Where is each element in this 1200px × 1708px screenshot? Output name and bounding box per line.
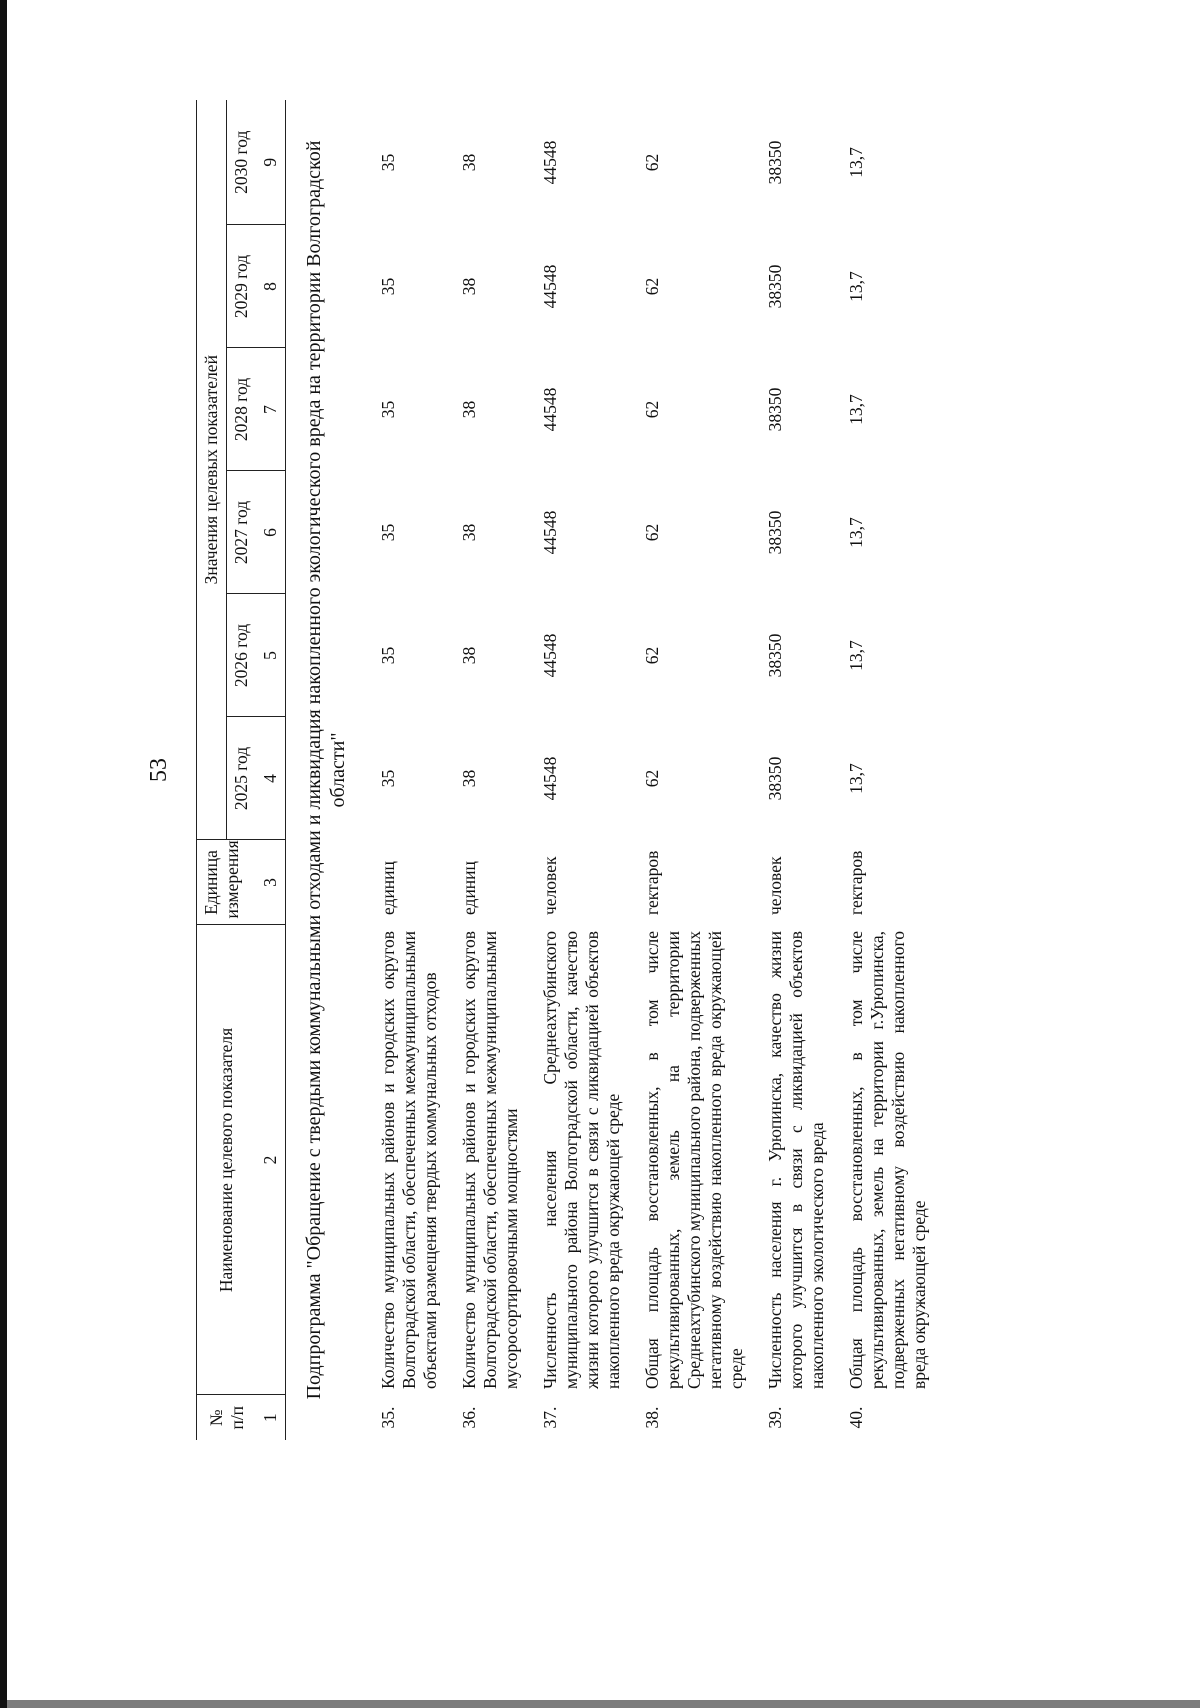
target-indicators-table xyxy=(196,100,934,1440)
indicator-unit: человек xyxy=(540,856,560,915)
header-year: 2026 год xyxy=(227,594,257,717)
row-number: 39. xyxy=(765,1406,785,1429)
indicator-name: Численность населения г. Урюпинска, качество жизни которого улучшится в связи с ликвидацией объектов накопленного экологического вреда xyxy=(765,931,827,1389)
indicator-value: 62 xyxy=(642,277,662,296)
indicator-unit: гектаров xyxy=(642,850,662,915)
indicator-value: 38 xyxy=(459,277,479,296)
indicator-value: 62 xyxy=(642,400,662,419)
indicator-value: 13,7 xyxy=(846,271,866,302)
indicator-value: 44548 xyxy=(540,633,560,678)
indicator-value: 13,7 xyxy=(846,394,866,425)
column-number: 6 xyxy=(256,471,286,594)
header-num: № п/п xyxy=(197,1395,257,1440)
row-number: 40. xyxy=(846,1406,866,1429)
indicator-value: 38350 xyxy=(765,510,785,555)
rotated-content xyxy=(146,100,1026,1440)
indicator-value: 13,7 xyxy=(846,517,866,548)
header-year: 2027 год xyxy=(227,471,257,594)
indicator-value: 44548 xyxy=(540,510,560,555)
indicator-value: 38350 xyxy=(765,140,785,185)
header-year: 2029 год xyxy=(227,225,257,348)
table-row xyxy=(628,100,751,1440)
table-row xyxy=(445,100,526,1440)
indicator-value: 38350 xyxy=(765,633,785,678)
row-number: 36. xyxy=(459,1406,479,1429)
column-number: 8 xyxy=(256,225,286,348)
indicator-value: 62 xyxy=(642,769,662,788)
indicator-value: 38 xyxy=(459,523,479,542)
indicator-value: 38350 xyxy=(765,756,785,801)
indicator-value: 44548 xyxy=(540,264,560,309)
indicator-value: 13,7 xyxy=(846,763,866,794)
page-number: 53 xyxy=(146,758,172,782)
indicator-value: 44548 xyxy=(540,387,560,432)
header-year: 2028 год xyxy=(227,348,257,471)
indicator-name: Количество муниципальных районов и городских округов Волгоградской области, обеспеченных межмуниципальными объектами размещения твердых коммунальных отходов xyxy=(378,931,440,1389)
table-row xyxy=(832,100,934,1440)
indicator-unit: единиц xyxy=(459,861,479,915)
indicator-unit: гектаров xyxy=(846,850,866,915)
indicator-value: 35 xyxy=(378,646,398,665)
indicator-value: 44548 xyxy=(540,756,560,801)
indicator-unit: единиц xyxy=(378,861,398,915)
indicator-value: 62 xyxy=(642,646,662,665)
scan-edge-bottom xyxy=(0,1700,1200,1708)
indicator-value: 35 xyxy=(378,277,398,296)
indicator-name: Количество муниципальных районов и городских округов Волгоградской области, обеспеченных межмуниципальными мусоросортировочными мощностями xyxy=(459,931,521,1389)
indicator-name: Общая площадь восстановленных, в том числе рекультивированных, земель на территории г.Урюпинска, подверженных негативному воздействию накопленного вреда окружающей среде xyxy=(846,931,929,1389)
indicator-value: 35 xyxy=(378,769,398,788)
column-number: 2 xyxy=(256,925,286,1395)
row-number: 38. xyxy=(642,1406,662,1429)
indicator-value: 38 xyxy=(459,153,479,172)
indicator-value: 35 xyxy=(378,523,398,542)
column-number: 7 xyxy=(256,348,286,471)
indicator-value: 38 xyxy=(459,769,479,788)
indicator-value: 62 xyxy=(642,153,662,172)
table-row xyxy=(751,100,832,1440)
indicator-value: 62 xyxy=(642,523,662,542)
row-number: 35. xyxy=(378,1406,398,1429)
indicator-value: 38 xyxy=(459,400,479,419)
indicator-value: 35 xyxy=(378,153,398,172)
scan-edge-left xyxy=(0,0,7,1708)
subprogram-title: Подпрограмма "Обращение с твердыми коммунальными отходами и ликвидация накопленного экологического вреда на территории Волгоградской области" xyxy=(303,140,349,1400)
indicator-unit: человек xyxy=(765,856,785,915)
indicator-value: 13,7 xyxy=(846,640,866,671)
column-number: 5 xyxy=(256,594,286,717)
column-number: 1 xyxy=(256,1395,286,1440)
header-values-group: Значения целевых показателей xyxy=(197,100,227,840)
table-row xyxy=(526,100,628,1440)
row-number: 37. xyxy=(540,1406,560,1429)
header-name: Наименование целевого показателя xyxy=(197,925,257,1395)
column-number: 3 xyxy=(256,840,286,925)
table-row xyxy=(364,100,445,1440)
indicator-name: Общая площадь восстановленных, в том числе рекультивированных, земель на территории Среднеахтубинского муниципального района, подверженных негативному воздействию накопленного вреда окружающей среде xyxy=(642,931,746,1389)
indicator-value: 38 xyxy=(459,646,479,665)
indicator-name: Численность населения Среднеахтубинского муниципального района Волгоградской области, качество жизни которого улучшится в связи с ликвидацией объектов накопленного вреда окружающей среде xyxy=(540,931,623,1389)
header-year: 2030 год xyxy=(227,100,257,225)
indicator-value: 35 xyxy=(378,400,398,419)
header-year: 2025 год xyxy=(227,717,257,840)
indicator-value: 44548 xyxy=(540,140,560,185)
indicator-value: 38350 xyxy=(765,387,785,432)
header-unit: Единица измерения xyxy=(197,840,257,925)
column-number: 4 xyxy=(256,717,286,840)
indicator-value: 38350 xyxy=(765,264,785,309)
indicator-value: 13,7 xyxy=(846,147,866,178)
column-number: 9 xyxy=(256,100,286,225)
